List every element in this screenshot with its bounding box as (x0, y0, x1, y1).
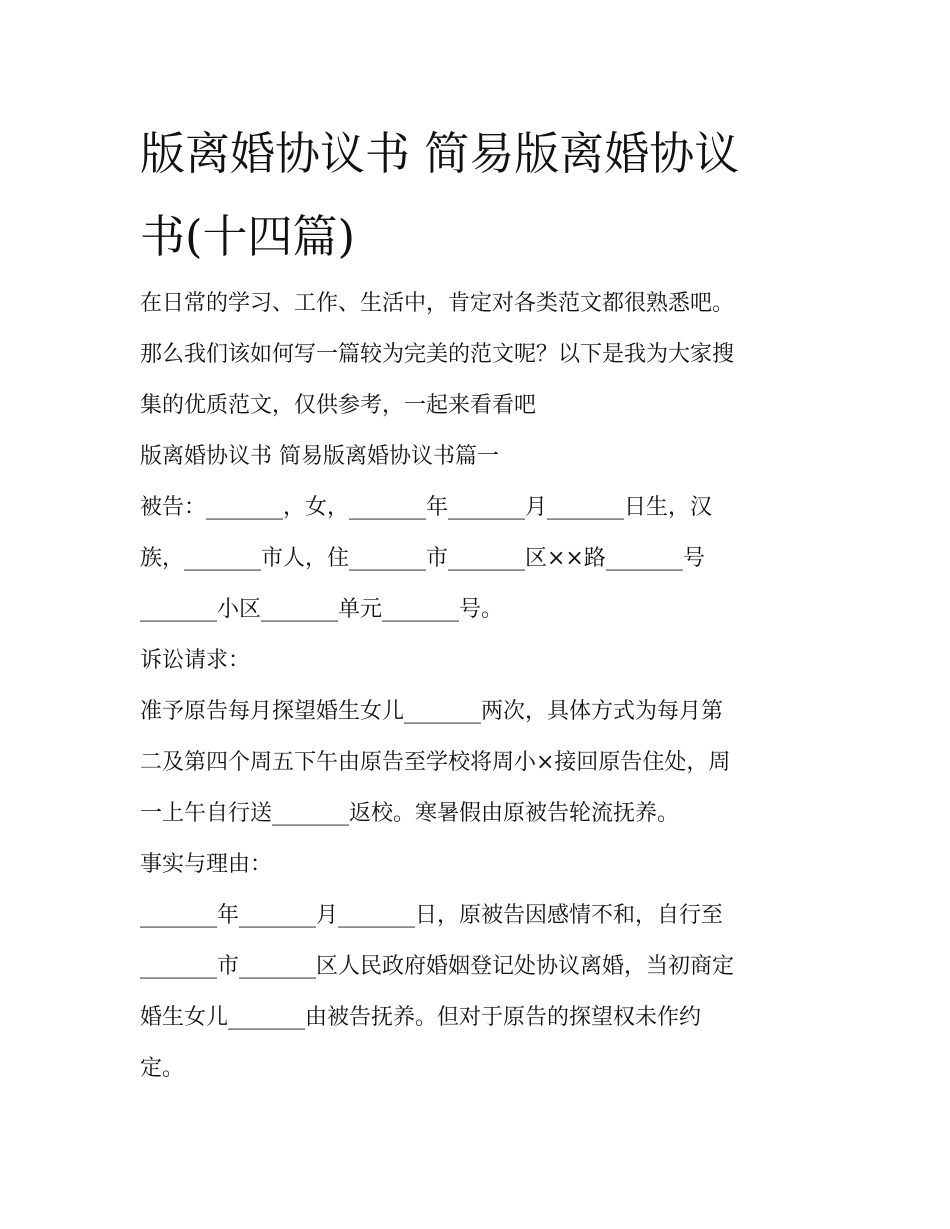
facts-line-1: _______年_______月_______日，原被告因感情不和，自行至 (140, 903, 724, 928)
claims-heading: 诉讼请求： (140, 648, 251, 673)
intro-line-1: 在日常的学习、工作、生活中，肯定对各类范文都很熟悉吧。 (140, 291, 735, 316)
claims-line-1: 准予原告每月探望婚生女儿_______两次，具体方式为每月第 (140, 699, 724, 724)
defendant-line-1: 被告：_______，女，_______年_______月_______日生，汉 (140, 495, 713, 520)
facts-line-4: 定。 (140, 1056, 185, 1081)
claims-line-2: 二及第四个周五下午由原告至学校将周小×接回原告住处，周 (140, 750, 731, 775)
title-line-2: 书(十四篇) (140, 210, 356, 263)
facts-line-2: _______市_______区人民政府婚姻登记处协议离婚，当初商定 (140, 954, 735, 979)
facts-heading: 事实与理由： (140, 852, 273, 877)
document-body (140, 278, 820, 1094)
document-title (140, 112, 820, 278)
facts-line-3: 婚生女儿_______由被告抚养。但对于原告的探望权未作约 (140, 1005, 702, 1030)
defendant-line-2: 族，_______市人，住_______市_______区××路_______号 (140, 546, 705, 571)
title-line-1: 版离婚协议书 简易版离婚协议 (140, 127, 740, 180)
section-heading: 版离婚协议书 简易版离婚协议书篇一 (140, 444, 499, 469)
claims-line-3: 一上午自行送_______返校。寒暑假由原被告轮流抚养。 (140, 801, 680, 826)
defendant-line-3: _______小区_______单元_______号。 (140, 597, 504, 622)
intro-line-2: 那么我们该如何写一篇较为完美的范文呢？以下是我为大家搜 (140, 342, 735, 367)
intro-line-3: 集的优质范文，仅供参考，一起来看看吧 (140, 393, 537, 418)
